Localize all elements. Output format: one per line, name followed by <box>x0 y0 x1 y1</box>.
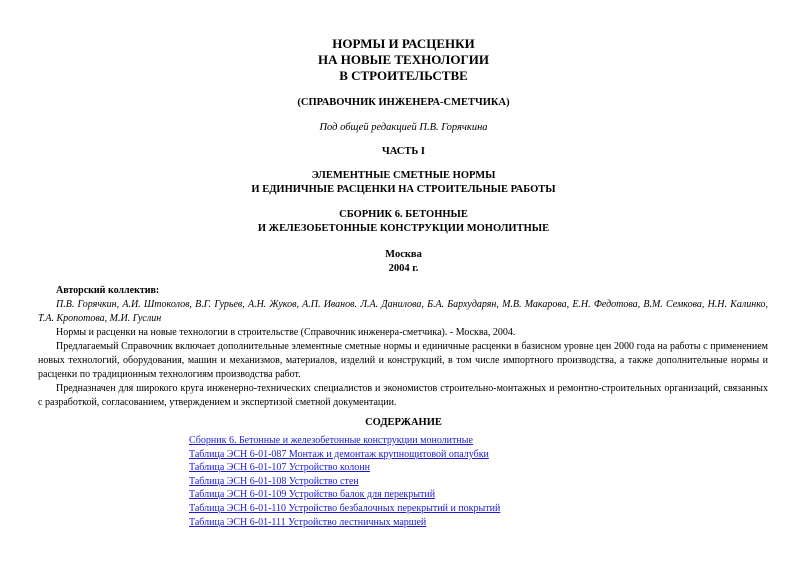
editor-line: Под общей редакцией П.В. Горячкина <box>319 122 488 133</box>
toc-link[interactable]: Таблица ЭСН 6-01-087 Монтаж и демонтаж крупнощитовой опалубки <box>189 448 489 460</box>
toc-link[interactable]: Таблица ЭСН 6-01-108 Устройство стен <box>189 475 359 487</box>
citation: Нормы и расценки на новые технологии в строительстве (Справочник инженера-сметчика). - Москва, 2004. <box>56 327 516 338</box>
part-label: ЧАСТЬ I <box>381 146 425 157</box>
document-title <box>0 36 807 84</box>
title-line-1: НОРМЫ И РАСЦЕНКИ <box>332 36 475 51</box>
collection-title-line-1: СБОРНИК 6. БЕТОННЫЕ <box>339 209 468 220</box>
collection-title-line-2: И ЖЕЛЕЗОБЕТОННЫЕ КОНСТРУКЦИИ МОНОЛИТНЫЕ <box>257 223 550 234</box>
toc-heading: СОДЕРЖАНИЕ <box>365 417 442 428</box>
title-line-3: В СТРОИТЕЛЬСТВЕ <box>339 68 468 83</box>
authors-heading: Авторский коллектив: <box>56 285 160 296</box>
collection-title <box>0 208 807 236</box>
description-paragraph: Предлагаемый Справочник включает дополнительные элементные сметные нормы и единичные расценки в базисном уровне цен 2000 года на работы с применением новых технологий, оборудования, машин и механизмов, материалов, изделий и конструкций, в том числе импортного производства, а также дополнительные нормы и расценки по традиционным технологиям производства работ. <box>38 341 768 380</box>
audience-paragraph: Предназначен для широкого круга инженерно-технических специалистов и экономистов строительно-монтажных и ремонтно-строительных организаций, связанных с разработкой, согласованием, утверждением и экспертизой сметной документации. <box>38 383 768 408</box>
year: 2004 г. <box>388 263 419 274</box>
part-title <box>0 169 807 197</box>
toc-link[interactable]: Таблица ЭСН 6-01-110 Устройство безбалочных перекрытий и покрытий <box>189 502 501 514</box>
document-body <box>38 284 768 410</box>
toc-link[interactable]: Сборник 6. Бетонные и железобетонные конструкции монолитные <box>189 435 473 446</box>
part-title-line-2: И ЕДИНИЧНЫЕ РАСЦЕНКИ НА СТРОИТЕЛЬНЫЕ РАБОТЫ <box>251 184 556 195</box>
publication-info <box>0 248 807 276</box>
toc-link[interactable]: Таблица ЭСН 6-01-111 Устройство лестничных маршей <box>189 516 427 528</box>
table-of-contents <box>189 434 500 529</box>
authors-list: П.В. Горячкин, А.И. Штоколов, В.Г. Гурьев, А.Н. Жуков, А.П. Иванов. Л.А. Данилова, Б.А. Бархударян, М.В. Макарова, Е.Н. Федотова, В.М. Семкова, Н.Н. Калинко, Т.А. Кропотова, М.И. Гуслин <box>38 299 768 324</box>
toc-link[interactable]: Таблица ЭСН 6-01-107 Устройство колонн <box>189 462 370 474</box>
part-title-line-1: ЭЛЕМЕНТНЫЕ СМЕТНЫЕ НОРМЫ <box>311 170 496 181</box>
city: Москва <box>385 249 422 260</box>
toc-link[interactable]: Таблица ЭСН 6-01-109 Устройство балок для перекрытий <box>189 489 436 501</box>
subtitle: (СПРАВОЧНИК ИНЖЕНЕРА-СМЕТЧИКА) <box>297 97 510 108</box>
title-line-2: НА НОВЫЕ ТЕХНОЛОГИИ <box>318 52 489 67</box>
